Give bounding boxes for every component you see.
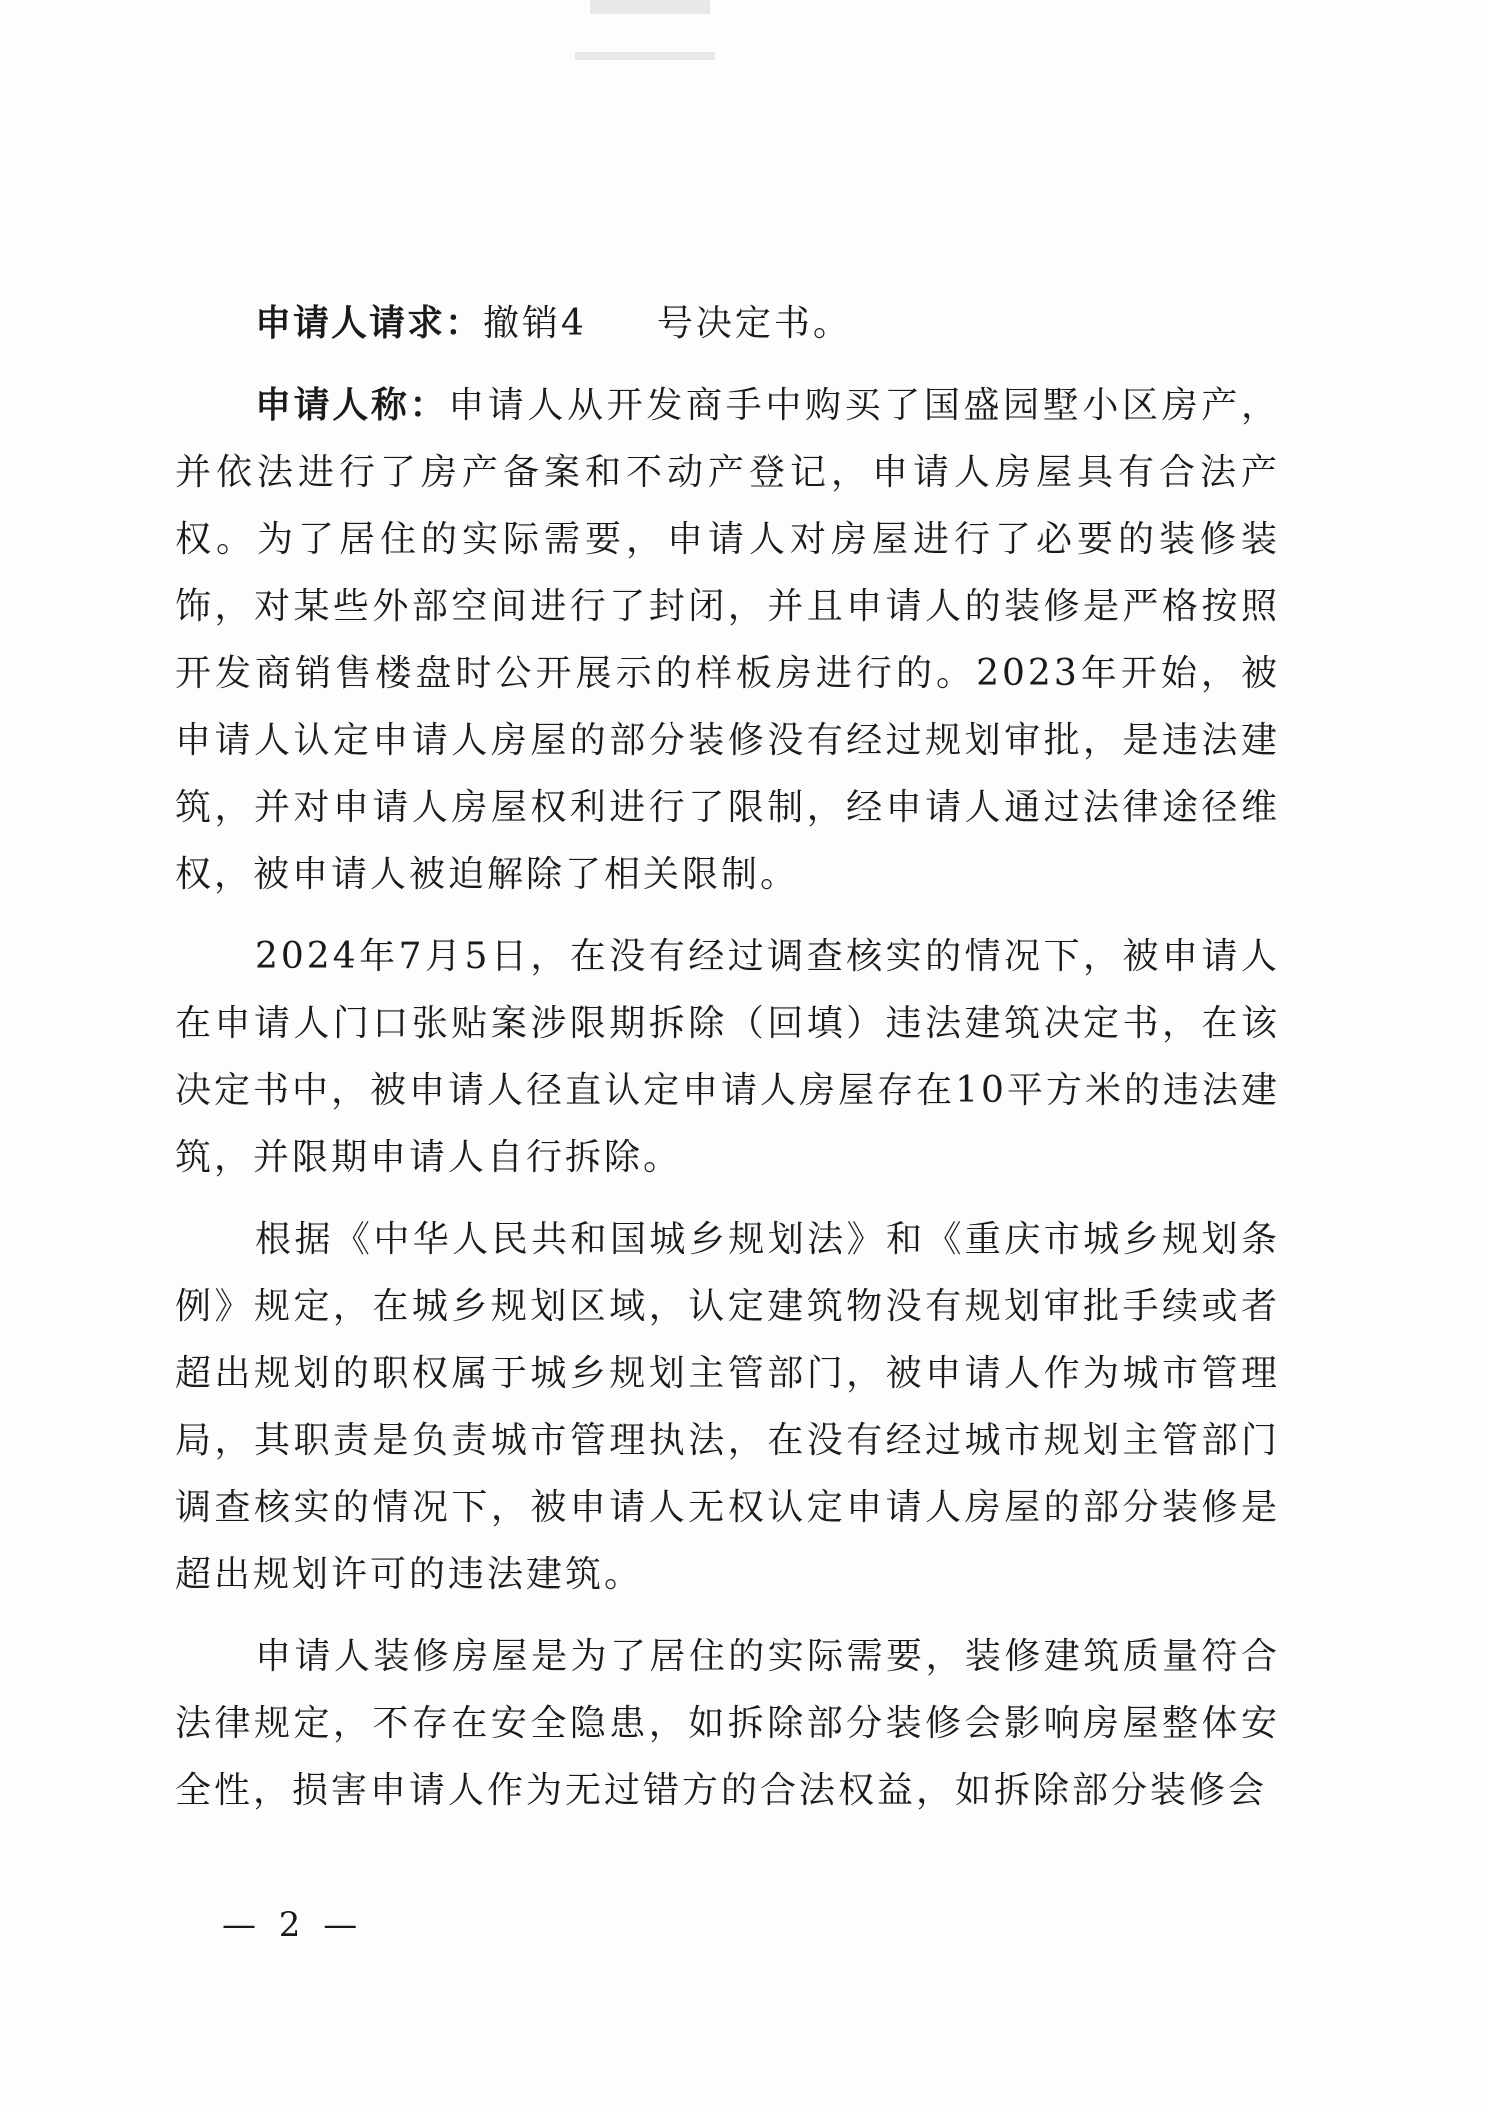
paragraph-text: 根据《中华人民共和国城乡规划法》和《重庆市城乡规划条例》规定，在城乡规划区域，认定建筑物没有规划审批手续或者超出规划的职权属于城乡规划主管部门，被申请人作为城市管理局，其职责是负责城市管理执法，在没有经过城市规划主管部门调查核实的情况下，被申请人无权认定申请人房屋的部分装修是超出规划许可的违法建筑。	[175, 1219, 1280, 1595]
paragraph-text: 申请人从开发商手中购买了国盛园墅小区房产，并依法进行了房产备案和不动产登记，申请人房屋具有合法产权。为了居住的实际需要，申请人对房屋进行了必要的装修装饰，对某些外部空间进行了封闭，并且申请人的装修是严格按照开发商销售楼盘时公开展示的样板房进行的。2023年开始，被申请人认定申请人房屋的部分装修没有经过规划审批，是违法建筑，并对申请人房屋权利进行了限制，经申请人通过法律途径维权，被申请人被迫解除了相关限制。	[175, 385, 1280, 895]
scan-artifact-top	[590, 0, 710, 14]
page-number: — 2 —	[222, 1905, 364, 1945]
paragraph-request	[175, 290, 1280, 357]
scan-artifact-top-secondary	[575, 52, 715, 60]
paragraph-heading: 申请人请求：	[255, 303, 484, 344]
paragraph-heading: 申请人称：	[255, 385, 449, 426]
paragraph-text-before: 撤销4	[483, 303, 587, 344]
paragraph-5	[175, 1623, 1280, 1824]
paragraph-text-after: 号决定书。	[656, 303, 852, 344]
document-body	[175, 290, 1280, 1839]
paragraph-claim	[175, 372, 1280, 908]
paragraph-3	[175, 923, 1280, 1191]
paragraph-text: 2024年7月5日，在没有经过调查核实的情况下，被申请人在申请人门口张贴案涉限期拆除（回填）违法建筑决定书，在该决定书中，被申请人径直认定申请人房屋存在10平方米的违法建筑，并限期申请人自行拆除。	[175, 936, 1280, 1178]
paragraph-4	[175, 1206, 1280, 1608]
paragraph-text: 申请人装修房屋是为了居住的实际需要，装修建筑质量符合法律规定，不存在安全隐患，如拆除部分装修会影响房屋整体安全性，损害申请人作为无过错方的合法权益，如拆除部分装修会	[175, 1636, 1280, 1811]
